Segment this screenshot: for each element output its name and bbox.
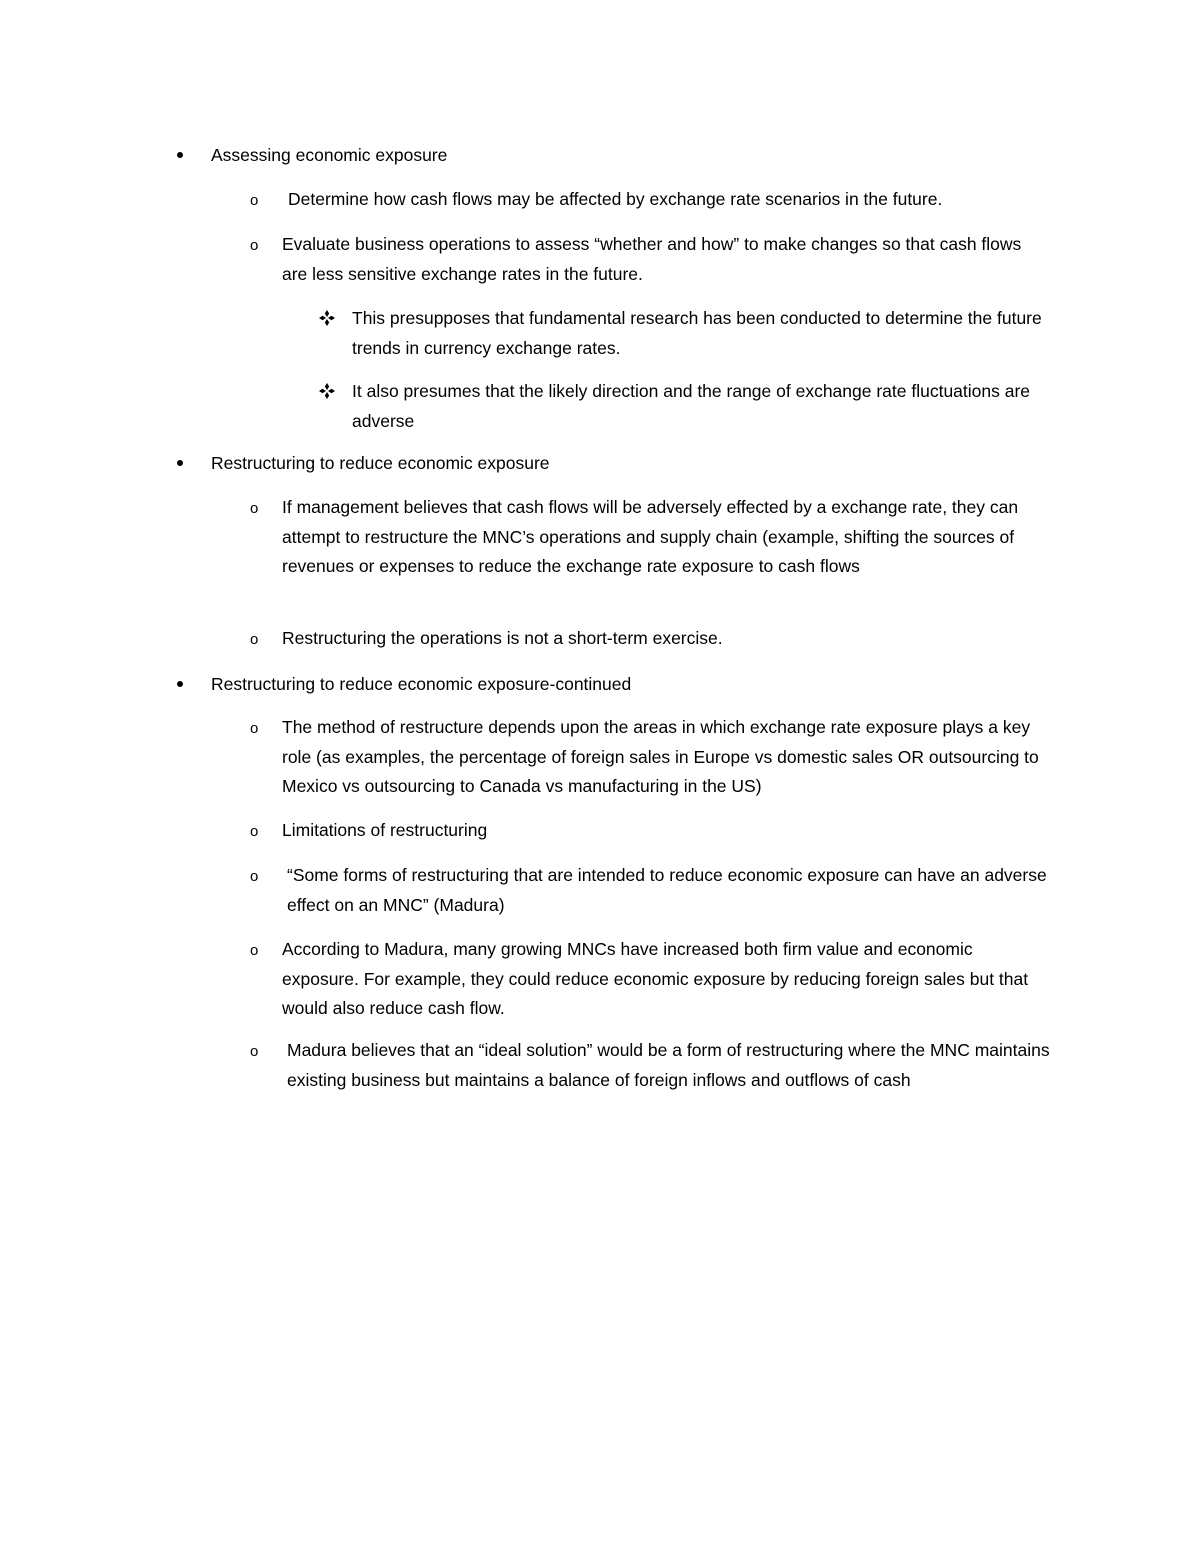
list-item <box>282 185 1062 215</box>
diamond-bullet-icon <box>318 382 336 400</box>
list-item-text: “Some forms of restructuring that are intended to reduce economic exposure can have an adverse effect on an MNC” (Madura) <box>287 865 1047 915</box>
sub-bullet-marker: o <box>250 631 259 648</box>
sub-bullet-marker: o <box>250 823 259 840</box>
list-item <box>282 1036 1072 1095</box>
list-item <box>282 624 1062 654</box>
list-item <box>282 230 1042 289</box>
list-item <box>282 935 1042 1024</box>
sub-list-item <box>352 304 1062 363</box>
list-item <box>282 713 1062 802</box>
bullet-icon <box>177 681 183 687</box>
sub-bullet-marker: o <box>250 237 259 254</box>
section-heading: Assessing economic exposure <box>211 145 448 165</box>
list-item-text: The method of restructure depends upon the areas in which exchange rate exposure plays a key role (as examples, the percentage of foreign sales in Europe vs domestic sales OR outsourcing to Mexico vs outsourcing to Canada vs manufacturing in the US) <box>282 717 1039 796</box>
section-heading: Restructuring to reduce economic exposure <box>211 453 550 473</box>
list-item-text: Limitations of restructuring <box>282 820 488 840</box>
list-item-text: If management believes that cash flows will be adversely effected by a exchange rate, they can attempt to restructure the MNC’s operations and supply chain (example, shifting the sources of revenues or expenses to reduce the exchange rate exposure to cash flows <box>282 497 1019 576</box>
list-item <box>282 816 1062 846</box>
sub-bullet-marker: o <box>250 1043 259 1060</box>
list-item <box>282 861 1072 920</box>
sub-bullet-marker: o <box>250 942 259 959</box>
list-item-text: Evaluate business operations to assess “whether and how” to make changes so that cash flows are less sensitive exchange rates in the future. <box>282 234 1022 284</box>
sub-list-item-text: This presupposes that fundamental research has been conducted to determine the future trends in currency exchange rates. <box>352 308 1042 358</box>
list-item-text: According to Madura, many growing MNCs have increased both firm value and economic exposure. For example, they could reduce economic exposure by reducing foreign sales but that would also reduce cash flow. <box>282 939 1029 1018</box>
sub-list-item-text: It also presumes that the likely direction and the range of exchange rate fluctuations are adverse <box>352 381 1031 431</box>
diamond-bullet-icon <box>318 309 336 327</box>
list-item-text: Determine how cash flows may be affected by exchange rate scenarios in the future. <box>288 189 943 209</box>
sub-list-item <box>352 377 1042 436</box>
list-item-text: Madura believes that an “ideal solution” would be a form of restructuring where the MNC maintains existing business but maintains a balance of foreign inflows and outflows of cash <box>287 1040 1050 1090</box>
sub-bullet-marker: o <box>250 720 259 737</box>
sub-bullet-marker: o <box>250 868 259 885</box>
bullet-icon <box>177 152 183 158</box>
list-item-text: Restructuring the operations is not a short-term exercise. <box>282 628 723 648</box>
section-heading: Restructuring to reduce economic exposure-continued <box>211 674 632 694</box>
list-item <box>282 493 1062 582</box>
bullet-icon <box>177 460 183 466</box>
sub-bullet-marker: o <box>250 192 259 209</box>
sub-bullet-marker: o <box>250 500 259 517</box>
